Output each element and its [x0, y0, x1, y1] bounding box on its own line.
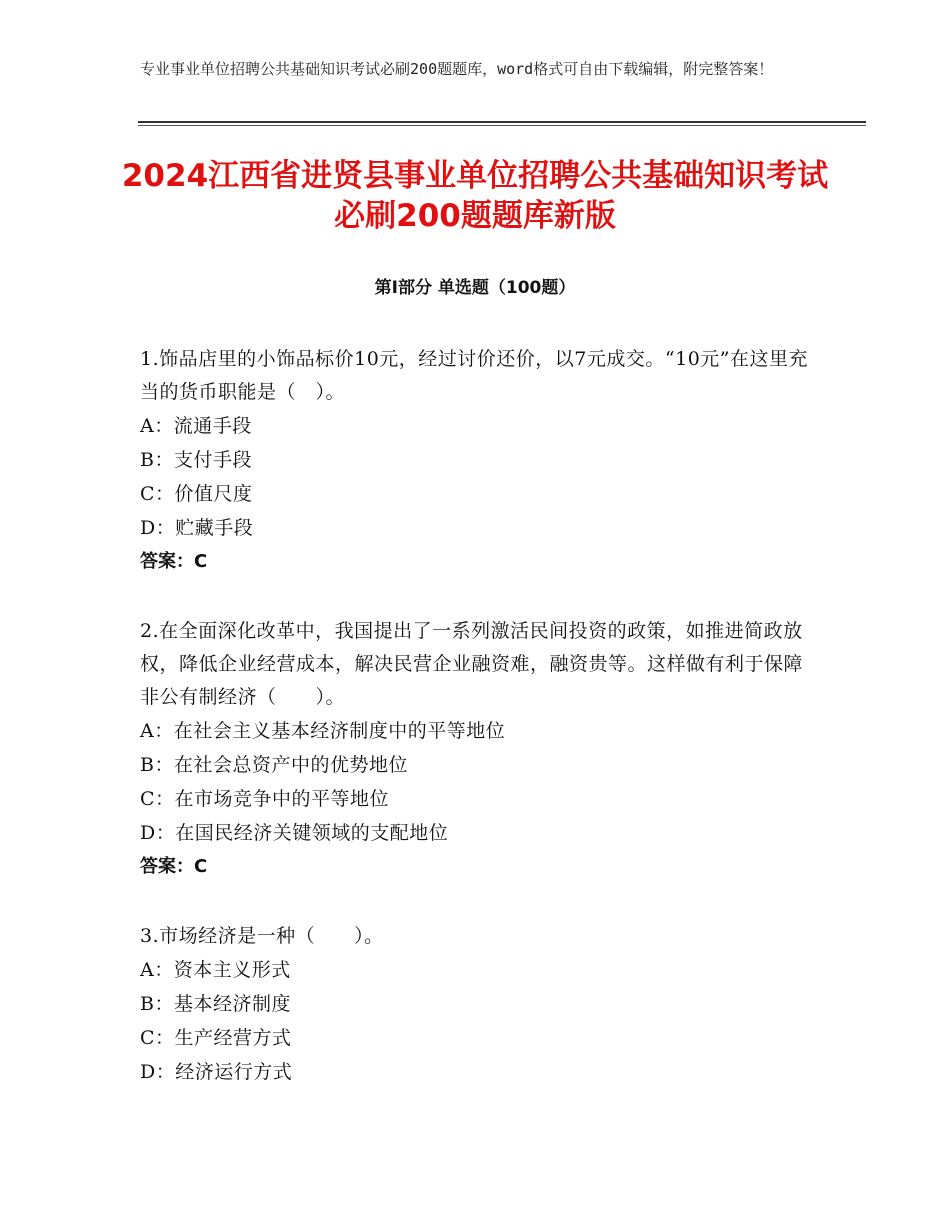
header-note: 专业事业单位招聘公共基础知识考试必刷200题题库，word格式可自由下载编辑，附完整答案！	[140, 60, 774, 78]
answer: 答案：C	[140, 551, 208, 572]
option-d: D：贮藏手段	[140, 517, 254, 539]
option-c: C：生产经营方式	[140, 1027, 292, 1049]
question-2	[140, 615, 810, 884]
answer: 答案：C	[140, 856, 208, 877]
option-b: B：基本经济制度	[140, 993, 291, 1015]
option-d: D：在国民经济关键领域的支配地位	[140, 822, 449, 844]
option-d: D：经济运行方式	[140, 1061, 293, 1083]
question-list	[140, 343, 810, 1125]
option-b: B：支付手段	[140, 449, 252, 471]
option-a: A：在社会主义基本经济制度中的平等地位	[140, 720, 506, 742]
option-a: A：流通手段	[140, 415, 252, 437]
section-title: 第Ⅰ部分 单选题（100题）	[374, 278, 576, 298]
header-rule-thick	[138, 121, 866, 123]
option-c: C：价值尺度	[140, 483, 253, 505]
question-1	[140, 343, 810, 579]
document-title: 2024江西省进贤县事业单位招聘公共基础知识考试必刷200题题库新版	[121, 158, 829, 234]
option-b: B：在社会总资产中的优势地位	[140, 754, 408, 776]
question-3	[140, 920, 810, 1089]
question-stem: 1.饰品店里的小饰品标价10元，经过讨价还价，以7元成交。“10元”在这里充当的货币职能是（ ）。	[140, 348, 808, 403]
question-stem: 3.市场经济是一种（ ）。	[140, 925, 384, 947]
option-c: C：在市场竞争中的平等地位	[140, 788, 390, 810]
question-stem: 2.在全面深化改革中，我国提出了一系列激活民间投资的政策，如推进简政放权，降低企业经营成本，解决民营企业融资难，融资贵等。这样做有利于保障非公有制经济（ ）。	[140, 620, 804, 708]
option-a: A：资本主义形式	[140, 959, 291, 981]
header-rule-thin	[138, 125, 866, 126]
